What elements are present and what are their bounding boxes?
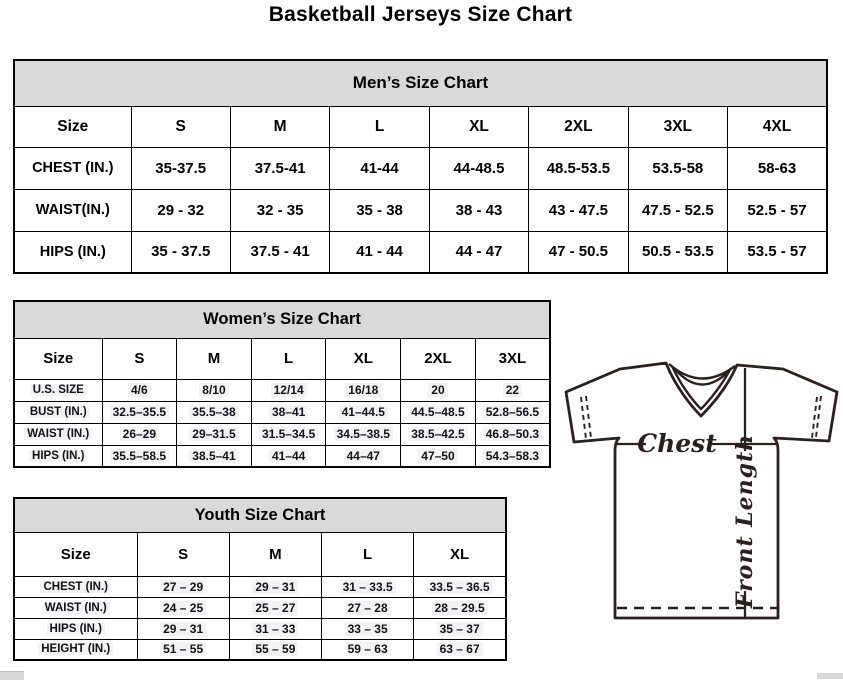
women-value-cell: 38.5–42.5 [401, 423, 476, 445]
women-value-cell: 38–41 [251, 401, 326, 423]
women-value-cell: 54.3–58.3 [475, 445, 550, 467]
page-title: Basketball Jerseys Size Chart [268, 3, 573, 26]
youth-table-row [14, 639, 506, 660]
men-size-header-cell: S [131, 106, 230, 147]
youth-value-cell: 31 – 33 [229, 618, 321, 639]
women-value-cell: 8/10 [177, 379, 252, 401]
women-table-row [14, 401, 550, 423]
women-row-label: HIPS (IN.) [14, 445, 102, 467]
youth-row-label: HEIGHT (IN.) [14, 639, 137, 660]
youth-value-cell: 55 – 59 [229, 639, 321, 660]
men-value-cell: 35-37.5 [131, 147, 230, 189]
women-value-cell: 47–50 [401, 445, 476, 467]
chest-label: Chest [637, 429, 717, 458]
women-table-title: Women’s Size Chart [14, 301, 550, 338]
men-value-cell: 35 - 38 [330, 189, 429, 231]
men-table-row [14, 189, 827, 231]
women-row-label: WAIST (IN.) [14, 423, 102, 445]
women-size-header-cell: 2XL [401, 338, 476, 379]
youth-value-cell: 29 – 31 [137, 618, 229, 639]
women-value-cell: 46.8–50.3 [475, 423, 550, 445]
youth-value-cell: 63 – 67 [414, 639, 506, 660]
women-value-cell: 44–47 [326, 445, 401, 467]
women-size-header-cell: S [102, 338, 177, 379]
youth-table-row [14, 576, 506, 597]
women-size-header-cell: L [251, 338, 326, 379]
youth-value-cell: 27 – 28 [322, 597, 414, 618]
women-value-cell: 44.5–48.5 [401, 401, 476, 423]
youth-value-cell: 28 – 29.5 [414, 597, 506, 618]
men-size-header-cell: M [230, 106, 329, 147]
youth-value-cell: 33 – 35 [322, 618, 414, 639]
youth-size-header-cell: L [322, 532, 414, 576]
men-value-cell: 29 - 32 [131, 189, 230, 231]
men-value-cell: 52.5 - 57 [728, 189, 827, 231]
women-value-cell: 41–44 [251, 445, 326, 467]
women-table-row [14, 379, 550, 401]
men-row-label: HIPS (IN.) [14, 231, 131, 273]
women-value-cell: 32.5–35.5 [102, 401, 177, 423]
women-value-cell: 52.8–56.5 [475, 401, 550, 423]
men-size-header-cell: 2XL [529, 106, 628, 147]
men-value-cell: 35 - 37.5 [131, 231, 230, 273]
youth-size-header-cell: XL [414, 532, 506, 576]
men-size-header-cell: XL [429, 106, 528, 147]
jersey-measurement-diagram [555, 352, 841, 636]
women-value-cell: 31.5–34.5 [251, 423, 326, 445]
horizontal-scrollbar-fragment-right[interactable] [817, 673, 843, 679]
youth-table-row [14, 597, 506, 618]
youth-value-cell: 59 – 63 [322, 639, 414, 660]
women-value-cell: 16/18 [326, 379, 401, 401]
men-value-cell: 44-48.5 [429, 147, 528, 189]
men-table-title: Men’s Size Chart [14, 60, 827, 106]
jersey-outline-shape [566, 363, 837, 618]
men-value-cell: 53.5 - 57 [728, 231, 827, 273]
youth-size-table [13, 497, 507, 661]
youth-row-label: WAIST (IN.) [14, 597, 137, 618]
men-size-header-cell: L [330, 106, 429, 147]
women-table-row [14, 423, 550, 445]
men-value-cell: 44 - 47 [429, 231, 528, 273]
men-value-cell: 53.5-58 [628, 147, 727, 189]
youth-table-row [14, 618, 506, 639]
youth-row-label: CHEST (IN.) [14, 576, 137, 597]
men-value-cell: 43 - 47.5 [529, 189, 628, 231]
youth-value-cell: 31 – 33.5 [322, 576, 414, 597]
mens-size-table [13, 59, 828, 274]
women-value-cell: 22 [475, 379, 550, 401]
youth-value-cell: 35 – 37 [414, 618, 506, 639]
men-value-cell: 32 - 35 [230, 189, 329, 231]
men-row-label: CHEST (IN.) [14, 147, 131, 189]
men-size-header-cell: 4XL [728, 106, 827, 147]
men-value-cell: 37.5 - 41 [230, 231, 329, 273]
youth-value-cell: 33.5 – 36.5 [414, 576, 506, 597]
women-value-cell: 26–29 [102, 423, 177, 445]
youth-value-cell: 27 – 29 [137, 576, 229, 597]
women-value-cell: 41–44.5 [326, 401, 401, 423]
men-value-cell: 50.5 - 53.5 [628, 231, 727, 273]
women-value-cell: 34.5–38.5 [326, 423, 401, 445]
men-value-cell: 47 - 50.5 [529, 231, 628, 273]
youth-size-header-cell: S [137, 532, 229, 576]
women-size-header-cell: XL [326, 338, 401, 379]
men-value-cell: 37.5-41 [230, 147, 329, 189]
youth-row-label: HIPS (IN.) [14, 618, 137, 639]
men-size-header-cell: Size [14, 106, 131, 147]
men-size-header-cell: 3XL [628, 106, 727, 147]
men-value-cell: 47.5 - 52.5 [628, 189, 727, 231]
men-value-cell: 41 - 44 [330, 231, 429, 273]
men-value-cell: 38 - 43 [429, 189, 528, 231]
women-row-label: BUST (IN.) [14, 401, 102, 423]
men-value-cell: 58-63 [728, 147, 827, 189]
women-row-label: U.S. SIZE [14, 379, 102, 401]
youth-size-header-cell: M [229, 532, 321, 576]
women-value-cell: 4/6 [102, 379, 177, 401]
women-value-cell: 12/14 [251, 379, 326, 401]
front-length-label: Front Length [732, 433, 758, 609]
women-value-cell: 29–31.5 [177, 423, 252, 445]
men-value-cell: 48.5-53.5 [529, 147, 628, 189]
women-size-header-cell: 3XL [475, 338, 550, 379]
women-size-header-cell: M [177, 338, 252, 379]
women-value-cell: 38.5–41 [177, 445, 252, 467]
men-table-row [14, 147, 827, 189]
youth-value-cell: 51 – 55 [137, 639, 229, 660]
youth-value-cell: 24 – 25 [137, 597, 229, 618]
men-table-row [14, 231, 827, 273]
men-value-cell: 41-44 [330, 147, 429, 189]
women-size-header-cell: Size [14, 338, 102, 379]
men-row-label: WAIST(IN.) [14, 189, 131, 231]
women-value-cell: 35.5–58.5 [102, 445, 177, 467]
womens-size-table [13, 300, 551, 468]
women-value-cell: 20 [401, 379, 476, 401]
youth-table-title: Youth Size Chart [14, 498, 506, 532]
youth-value-cell: 29 – 31 [229, 576, 321, 597]
women-table-row [14, 445, 550, 467]
women-value-cell: 35.5–38 [177, 401, 252, 423]
youth-value-cell: 25 – 27 [229, 597, 321, 618]
youth-size-header-cell: Size [14, 532, 137, 576]
